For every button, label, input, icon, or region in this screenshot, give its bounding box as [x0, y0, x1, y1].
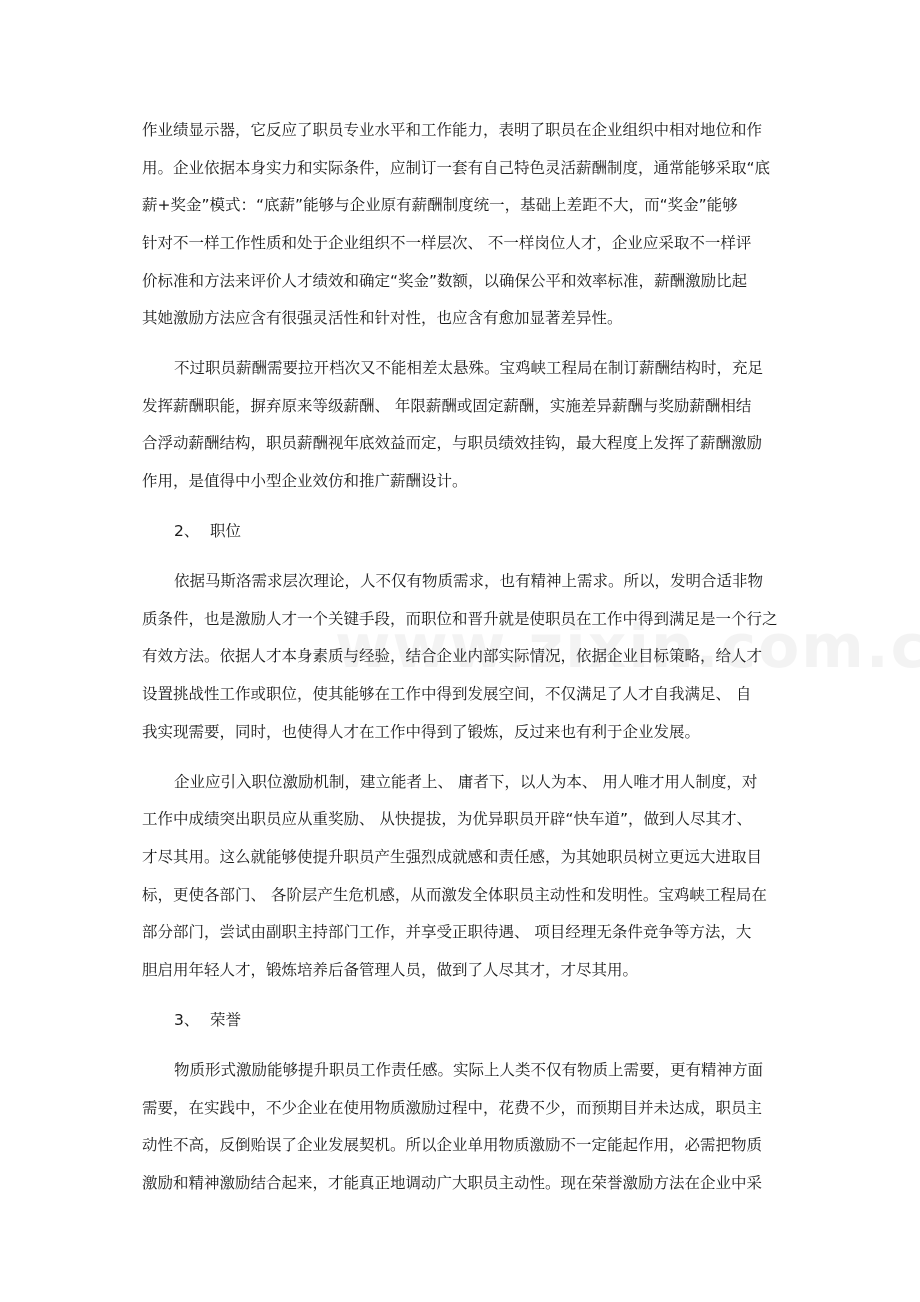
- text-line: 发挥薪酬职能，摒弃原来等级薪酬、 年限薪酬或固定薪酬，实施差异薪酬与奖励薪酬相结: [142, 397, 752, 415]
- text-line: 作用，是值得中小型企业效仿和推广薪酬设计。: [142, 472, 468, 490]
- text-line: 薪+奖金”模式：“底薪”能够与企业原有薪酬制度统一，基础上差距不大，而“奖金”能够: [142, 196, 738, 214]
- text-line: 激励和精神激励结合起来，才能真正地调动广大职员主动性。现在荣誉激励方法在企业中采: [142, 1174, 763, 1192]
- text-line: 价标准和方法来评价人才绩效和确定“奖金”数额，以确保公平和效率标准，薪酬激励比起: [142, 272, 748, 290]
- text-line: 才尽其用。这么就能够使提升职员产生强烈成就感和责任感，为其她职员树立更远大进取目: [142, 848, 763, 866]
- text-line: 不过职员薪酬需要拉开档次又不能相差太悬殊。宝鸡峡工程局在制订薪酬结构时，充足: [174, 359, 764, 377]
- text-line: 部分部门，尝试由副职主持部门工作，并享受正职待遇、 项目经理无条件竞争等方法，大: [142, 923, 752, 941]
- text-line: 需要，在实践中，不少企业在使用物质激励过程中，花费不少，而预期目并未达成，职员主: [142, 1099, 763, 1117]
- text-line: 我实现需要，同时，也使得人才在工作中得到了锻炼，反过来也有利于企业发展。: [142, 723, 701, 741]
- text-line: 工作中成绩突出职员应从重奖励、 从快提拔，为优异职员开辟“快车道”，做到人尽其才、: [142, 810, 752, 828]
- text-line: 设置挑战性工作或职位，使其能够在工作中得到发展空间，不仅满足了人才自我满足、 自: [142, 685, 752, 703]
- text-line: 企业应引入职位激励机制，建立能者上、 庸者下，以人为本、 用人唯才用人制度，对: [174, 773, 758, 791]
- text-line: 合浮动薪酬结构，职员薪酬视年底效益而定，与职员绩效挂钩，最大程度上发挥了薪酬激励: [142, 434, 763, 452]
- text-line: 物质形式激励能够提升职员工作责任感。实际上人类不仅有物质上需要，更有精神方面: [174, 1061, 764, 1079]
- text-line: 标，更使各部门、 各阶层产生危机感，从而激发全体职员主动性和发明性。宝鸡峡工程局在: [142, 886, 767, 904]
- text-line: 作业绩显示器，它反应了职员专业水平和工作能力，表明了职员在企业组织中相对地位和作: [142, 121, 763, 139]
- text-line: 质条件，也是激励人才一个关键手段，而职位和晋升就是使职员在工作中得到满足是一个行之: [142, 610, 778, 628]
- section-title: 荣誉: [210, 1011, 242, 1029]
- text-line: 动性不高，反倒贻误了企业发展契机。所以企业单用物质激励不一定能起作用，必需把物质: [142, 1136, 763, 1154]
- section-heading: [174, 521, 802, 541]
- text-line: 有效方法。依据人才本身素质与经验，结合企业内部实际情况，依据企业目标策略，给人才: [142, 647, 763, 665]
- section-heading: [174, 1010, 802, 1030]
- text-line: 针对不一样工作性质和处于企业组织不一样层次、 不一样岗位人才，企业应采取不一样评: [142, 234, 752, 252]
- section-title: 职位: [210, 522, 242, 540]
- section-number: 2、: [174, 522, 200, 540]
- section-number: 3、: [174, 1011, 200, 1029]
- text-line: 依据马斯洛需求层次理论，人不仅有物质需求，也有精神上需求。所以，发明合适非物: [174, 572, 764, 590]
- text-line: 其她激励方法应含有很强灵活性和针对性，也应含有愈加显著差异性。: [142, 309, 623, 327]
- text-line: 用。企业依据本身实力和实际条件，应制订一套有自己特色灵活薪酬制度，通常能够采取“底: [142, 159, 771, 177]
- text-line: 胆启用年轻人才，锻炼培养后备管理人员，做到了人尽其才，才尽其用。: [142, 961, 639, 979]
